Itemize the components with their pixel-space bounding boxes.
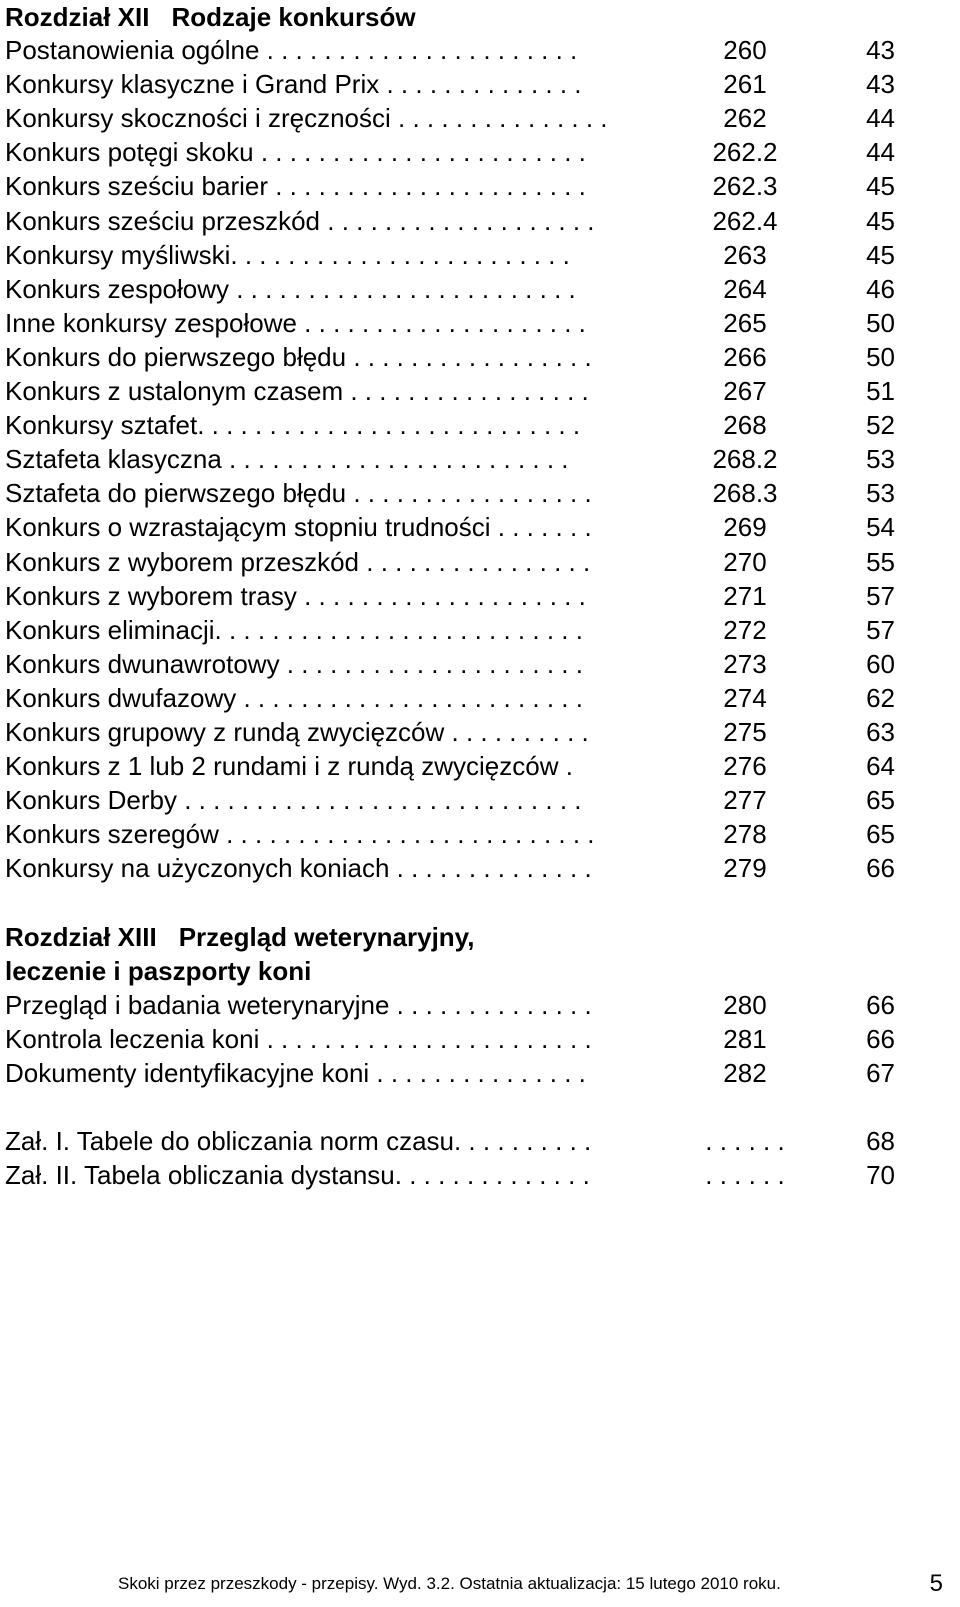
toc-entry <box>5 715 895 749</box>
toc-entry-section-number: . . . . . . <box>705 1126 785 1156</box>
toc-entry <box>5 851 895 885</box>
toc-entry-section-number: 279 <box>723 853 767 884</box>
toc-entry-page-number: 60 <box>866 648 895 679</box>
toc-entry-title <box>5 238 657 272</box>
toc-entry-title <box>5 613 657 647</box>
page-footer: Skoki przez przeszkody - przepisy. Wyd. 3.2. Ostatnia aktualizacja: 15 lutego 2010 roku. <box>118 1574 781 1593</box>
toc-entry-title <box>5 33 657 67</box>
chapter-13-label: Rozdział XIII <box>5 922 157 952</box>
toc-entry-page-number: 50 <box>866 307 895 338</box>
toc-entry-leader-dots: . . . . . . . . . . . . . . . . . . . . <box>296 307 586 338</box>
toc-entry <box>5 988 895 1022</box>
toc-entry-page-number: 65 <box>866 819 895 850</box>
toc-entry-title-text: Konkursy myśliwski <box>5 239 231 270</box>
toc-entry-title <box>5 988 657 1022</box>
toc-entry-title-text: Konkurs Derby <box>5 785 177 816</box>
toc-entry-title <box>5 851 657 885</box>
toc-entry <box>5 783 895 817</box>
toc-entry-title <box>5 442 657 476</box>
toc-entry-title <box>5 681 657 715</box>
toc-entry-page-number: 65 <box>866 785 895 816</box>
toc-entry-section-number: 269 <box>723 512 767 543</box>
toc-entry-section-number: 272 <box>723 614 767 645</box>
toc-entry <box>5 647 895 681</box>
toc-entry-page-number: 66 <box>866 1024 895 1054</box>
toc-entry-leader-dots: . . . . . . . . . . <box>453 1126 592 1156</box>
toc-entry-title <box>5 476 657 510</box>
toc-entry-page-number: 46 <box>866 273 895 304</box>
toc-entry-section-number: 261 <box>723 69 767 100</box>
toc-entry-section-number: 260 <box>723 35 767 65</box>
toc-entry-section-number: 281 <box>723 1024 767 1054</box>
toc-entry-title <box>5 1158 657 1192</box>
toc-entry-page-number: 53 <box>866 444 895 475</box>
toc-entry-leader-dots: . . . . . . . . . . . . . . . . . . . . . <box>279 648 583 679</box>
toc-entry-title <box>5 306 657 340</box>
toc-entry-section-number: 275 <box>723 717 767 747</box>
toc-entry-leader-dots: . . . . . . . . . . . . . . . . . . . . . . . . <box>236 682 583 713</box>
toc-entry-title-text: Konkursy na użyczonych koniach <box>5 853 390 884</box>
toc-entry-title <box>5 783 657 817</box>
toc-entry-leader-dots: . . . . . . . . . . . . . . . . . . . . . . . <box>259 1024 592 1054</box>
toc-entry <box>5 817 895 851</box>
toc-entry-section-number: 282 <box>723 1058 767 1088</box>
toc-entry-page-number: 54 <box>866 512 895 543</box>
toc-entry-title <box>5 1022 657 1056</box>
toc-entry-title-text: Dokumenty identyfikacyjne koni <box>5 1058 370 1088</box>
toc-entry-leader-dots: . . . . . . . . . . . . . . . . <box>359 546 591 577</box>
chapter-13-title-line2: leczenie i paszporty koni <box>5 956 312 986</box>
toc-entry-title-text: Konkurs dwunawrotowy <box>5 648 280 679</box>
toc-entry-title <box>5 817 657 851</box>
toc-entry-page-number: 55 <box>866 546 895 577</box>
toc-entry-title-text: Przegląd i badania weterynaryjne <box>5 990 390 1020</box>
toc-entry-page-number: 43 <box>866 35 895 65</box>
toc-entry-leader-dots: . . . . . . . <box>490 512 592 543</box>
toc-entry-section-number: 268 <box>723 410 767 441</box>
toc-entry-leader-dots: . . . . . . . . . . . . . . . . . . . . . . . <box>253 137 586 168</box>
toc-entry-section-number: 268.2 <box>712 444 778 475</box>
toc-entry-title-text: Konkurs sześciu przeszkód <box>5 205 321 236</box>
toc-entry-title <box>5 374 657 408</box>
toc-entry-section-number: . . . . . . <box>705 1160 785 1190</box>
toc-entry-section-number: 268.3 <box>712 478 778 509</box>
toc-entry-title <box>5 340 657 374</box>
toc-entry-page-number: 63 <box>866 717 895 747</box>
toc-entry-leader-dots: . . . . . . . . . . . . . . <box>389 853 592 884</box>
toc-entry-title-text: Konkursy skoczności i zręczności <box>5 103 391 134</box>
toc-entry-section-number: 262 <box>723 103 767 134</box>
chapter-13-title-line1: Przegląd weterynaryjny, <box>178 922 475 952</box>
toc-entry-section-number: 267 <box>723 376 767 406</box>
toc-entry-section-number: 271 <box>723 580 767 611</box>
toc-entry-title <box>5 169 657 203</box>
toc-entry-leader-dots: . . . . . . . . . . . . . . . . . . . . . . <box>259 35 578 65</box>
toc-entry-leader-dots: . . . . . . . . . . . . . . . . . . . . . . . . . . . . <box>176 785 582 816</box>
toc-entry-section-number: 262.4 <box>712 205 778 236</box>
toc-entry-title <box>5 204 657 238</box>
toc-entry-title-text: Sztafeta klasyczna <box>5 444 222 475</box>
page-number: 5 <box>929 1570 943 1597</box>
toc-entry <box>5 681 895 715</box>
toc-entry <box>5 579 895 613</box>
toc-entry <box>5 135 895 169</box>
toc-entry-title-text: Konkurs grupowy z rundą zwycięzców <box>5 717 445 747</box>
toc-entry-title-text: Sztafeta do pierwszego błędu <box>5 478 347 509</box>
toc-entry-page-number: 52 <box>866 410 895 441</box>
toc-entry-leader-dots: . . . . . . . . . . . . . . . . . . . . . . . . . . <box>214 614 583 645</box>
toc-entry <box>5 101 895 135</box>
toc-entry-leader-dots: . . . . . . . . . . . . . . <box>379 69 582 100</box>
toc-entry-title-text: Konkurs dwufazowy <box>5 682 237 713</box>
toc-entry-leader-dots: . . . . . . . . . . . . . . . . . <box>346 478 592 509</box>
chapter-12-heading <box>5 0 416 34</box>
toc-entry <box>5 374 895 408</box>
toc-entry-leader-dots: . . . . . . . . . . . . . . . . . . . . <box>296 580 586 611</box>
toc-entry-leader-dots: . . . . . . . . . . . . . . . . . . . <box>320 205 595 236</box>
toc-entry-section-number: 278 <box>723 819 767 850</box>
toc-entry-title-text: Inne konkursy zespołowe <box>5 307 297 338</box>
toc-entry-leader-dots: . . . . . . . . . . . . . . . . . <box>346 341 592 372</box>
toc-entry-section-number: 276 <box>723 751 767 782</box>
toc-entry-page-number: 67 <box>866 1058 895 1088</box>
toc-entry-section-number: 263 <box>723 239 767 270</box>
toc-entry-page-number: 51 <box>866 376 895 406</box>
toc-entry-page-number: 62 <box>866 682 895 713</box>
toc-entry <box>5 204 895 238</box>
toc-entry <box>5 306 895 340</box>
toc-entry-title <box>5 67 657 101</box>
toc-entry-leader-dots: . . . . . . . . . . . . . . <box>394 1160 590 1190</box>
toc-entry-leader-dots: . . . . . . . . . . . . . . . . . . . . . . . . . . . <box>197 410 581 441</box>
toc-entry-title <box>5 1056 657 1090</box>
toc-entry <box>5 510 895 544</box>
toc-entry-leader-dots: . . . . . . . . . . <box>444 717 589 747</box>
toc-entry <box>5 238 895 272</box>
toc-entry-title <box>5 545 657 579</box>
toc-entry-title <box>5 135 657 169</box>
toc-entry-title-text: Konkurs z 1 lub 2 rundami i z rundą zwycięzców <box>5 751 559 782</box>
toc-entry-title-text: Konkurs zespołowy <box>5 273 229 304</box>
toc-entry <box>5 169 895 203</box>
toc-entry-section-number: 280 <box>723 990 767 1020</box>
toc-entry <box>5 272 895 306</box>
toc-entry-page-number: 68 <box>866 1126 895 1156</box>
toc-entry-title <box>5 408 657 442</box>
toc-entry-title <box>5 715 657 749</box>
toc-entry-title-text: Konkurs do pierwszego błędu <box>5 341 347 372</box>
toc-entry-title <box>5 1124 657 1158</box>
toc-entry-page-number: 43 <box>866 69 895 100</box>
toc-entry <box>5 613 895 647</box>
toc-entry-title-text: Konkurs o wzrastającym stopniu trudności <box>5 512 491 543</box>
toc-entry-section-number: 262.2 <box>712 137 778 168</box>
toc-entry-leader-dots: . . . . . . . . . . . . . . <box>389 990 592 1020</box>
toc-entry-section-number: 262.3 <box>712 171 778 202</box>
toc-entry-leader-dots: . . . . . . . . . . . . . . . . . <box>343 376 589 406</box>
toc-entry <box>5 545 895 579</box>
toc-entry-title-text: Konkurs sześciu barier <box>5 171 268 202</box>
toc-entry <box>5 749 895 783</box>
toc-entry <box>5 1022 895 1056</box>
toc-entry-page-number: 70 <box>866 1160 895 1190</box>
chapter-13-heading-line2 <box>5 954 311 988</box>
toc-entry-section-number: 265 <box>723 307 767 338</box>
toc-entry-leader-dots: . . . . . . . . . . . . . . . <box>369 1058 586 1088</box>
toc-entry-title-text: Zał. I. Tabele do obliczania norm czasu <box>5 1126 454 1156</box>
toc-entry-title-text: Zał. II. Tabela obliczania dystansu <box>5 1160 395 1190</box>
toc-entry-page-number: 57 <box>866 614 895 645</box>
toc-entry <box>5 67 895 101</box>
toc-entry-page-number: 50 <box>866 341 895 372</box>
toc-entry-page-number: 53 <box>866 478 895 509</box>
toc-entry-title-text: Konkurs z wyborem trasy <box>5 580 297 611</box>
toc-entry-title-text: Kontrola leczenia koni <box>5 1024 260 1054</box>
chapter-13-heading <box>5 920 474 954</box>
toc-entry-page-number: 44 <box>866 103 895 134</box>
toc-entry-page-number: 64 <box>866 751 895 782</box>
toc-entry-title-text: Konkurs eliminacji <box>5 614 215 645</box>
toc-entry-leader-dots: . . . . . . . . . . . . . . . . . . . . . . . . <box>229 273 576 304</box>
toc-entry-page-number: 44 <box>866 137 895 168</box>
toc-entry-leader-dots: . . . . . . . . . . . . . . . . . . . . . . . . <box>230 239 570 270</box>
toc-entry-leader-dots: . . . . . . . . . . . . . . . . . . . . . . <box>268 171 586 202</box>
toc-entry-page-number: 66 <box>866 990 895 1020</box>
toc-entry-leader-dots: . . . . . . . . . . . . . . . . . . . . . . . . <box>221 444 569 475</box>
toc-entry-section-number: 266 <box>723 341 767 372</box>
toc-entry-title <box>5 101 657 135</box>
toc-entry-section-number: 273 <box>723 648 767 679</box>
toc-entry <box>5 442 895 476</box>
toc-entry-leader-dots: . . . . . . . . . . . . . . . . . . . . . . . . . . <box>218 819 595 850</box>
chapter-12-label: Rozdział XII <box>5 2 150 32</box>
toc-entry-section-number: 274 <box>723 682 767 713</box>
toc-entry-page-number: 45 <box>866 239 895 270</box>
toc-entry-title-text: Konkurs szeregów <box>5 819 219 850</box>
toc-entry-page-number: 57 <box>866 580 895 611</box>
toc-entry <box>5 340 895 374</box>
toc-entry-page-number: 45 <box>866 205 895 236</box>
toc-entry-title <box>5 749 657 783</box>
toc-entry-title <box>5 579 657 613</box>
toc-entry-section-number: 277 <box>723 785 767 816</box>
toc-entry-title-text: Konkursy sztafet <box>5 410 198 441</box>
toc-entry-title <box>5 647 657 681</box>
chapter-12-title: Rodzaje konkursów <box>171 2 416 32</box>
toc-entry-title-text: Konkurs z wyborem przeszkód <box>5 546 360 577</box>
toc-entry <box>5 408 895 442</box>
toc-entry <box>5 1056 895 1090</box>
toc-entry-section-number: 264 <box>723 273 767 304</box>
toc-entry-title-text: Konkurs potęgi skoku <box>5 137 254 168</box>
toc-entry-page-number: 45 <box>866 171 895 202</box>
toc-entry-title-text: Konkurs z ustalonym czasem <box>5 376 344 406</box>
toc-entry <box>5 33 895 67</box>
toc-entry <box>5 1158 895 1192</box>
toc-entry <box>5 1124 895 1158</box>
toc-entry-title-text: Postanowienia ogólne <box>5 35 260 65</box>
toc-entry-leader-dots: . <box>558 751 573 782</box>
toc-entry-title-text: Konkursy klasyczne i Grand Prix <box>5 69 380 100</box>
toc-entry <box>5 476 895 510</box>
toc-entry-section-number: 270 <box>723 546 767 577</box>
toc-entry-page-number: 66 <box>866 853 895 884</box>
toc-entry-title <box>5 510 657 544</box>
toc-entry-leader-dots: . . . . . . . . . . . . . . . <box>390 103 608 134</box>
toc-entry-title <box>5 272 657 306</box>
